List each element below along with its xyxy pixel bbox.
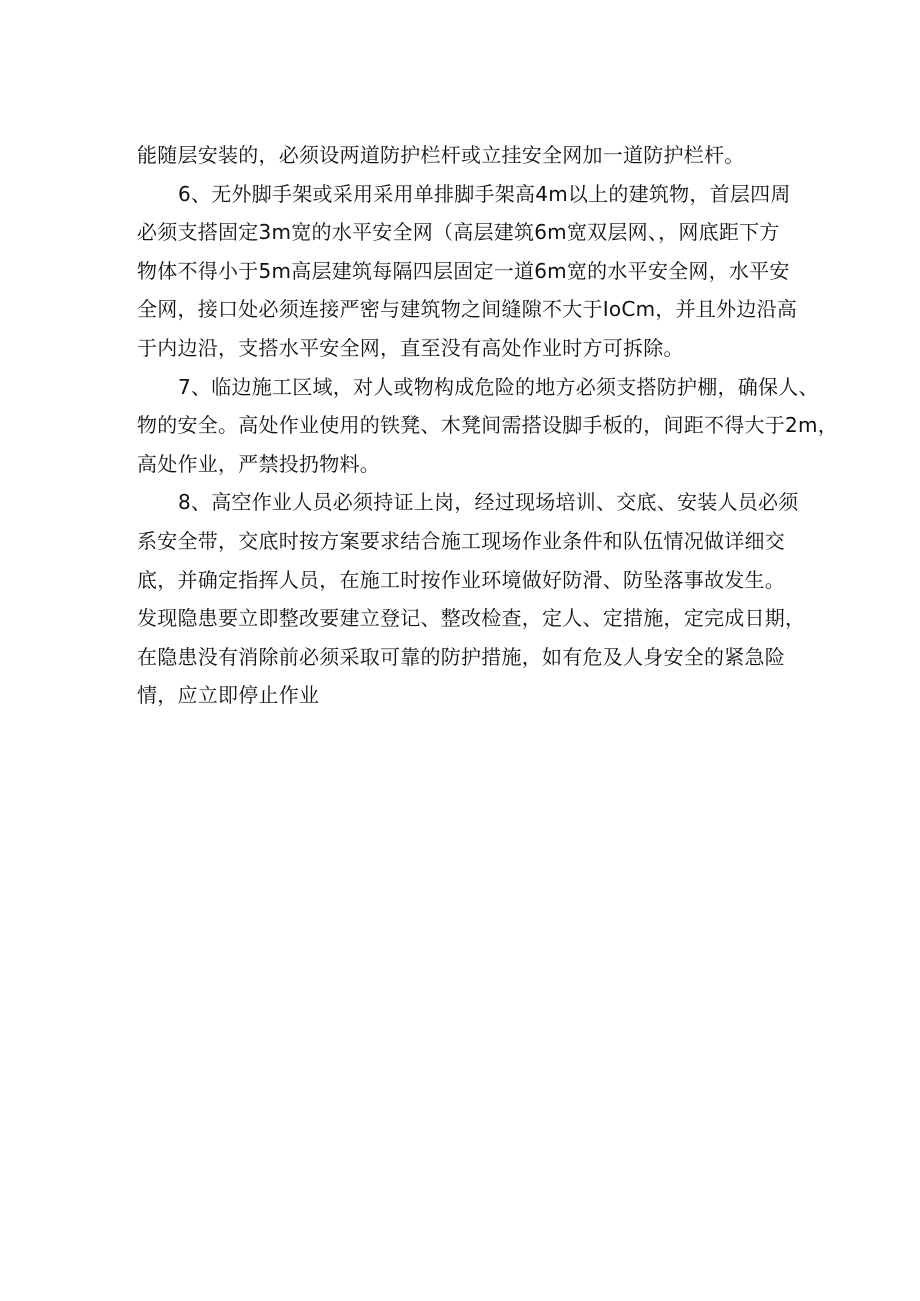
text-line: 高处作业，严禁投扔物料。 [137,451,380,476]
text-line: 系安全带，交底时按方案要求结合施工现场作业条件和队伍情况做详细交 [137,528,785,553]
text-line: 于内边沿，支搭水平安全网，直至没有高处作业时方可拆除。 [137,335,684,360]
text-line: 发现隐患要立即整改要建立登记、整改检查，定人、定措施，定完成日期， [137,606,806,631]
text-line: 底，并确定指挥人员，在施工时按作业环境做好防滑、防坠落事故发生。 [137,567,785,592]
text-line: 物的安全。高处作业使用的铁凳、木凳间需搭设脚手板的，间距不得大于2m， [137,413,838,438]
paragraph-7-first-line: 7、临边施工区域，对人或物构成危险的地方必须支搭防护棚，确保人、 [178,374,819,399]
paragraph-8-first-line: 8、高空作业人员必须持证上岗，经过现场培训、交底、安装人员必须 [178,490,799,515]
text-line: 能随层安装的，必须设两道防护栏杆或立挂安全网加一道防护栏杆。 [137,143,745,167]
paragraph-6-first-line: 6、无外脚手架或采用采用单排脚手架高4m以上的建筑物，首层四周 [178,181,791,206]
document-body [137,136,838,715]
text-line: 必须支搭固定3m宽的水平安全网（高层建筑6m宽双层网、，网底距下方 [137,220,780,245]
text-line: 全网，接口处必须连接严密与建筑物之间缝隙不大于IoCm，并且外边沿高 [137,297,798,322]
text-line: 情，应立即停止作业 [137,683,320,708]
text-line: 物体不得小于5m高层建筑每隔四层固定一道6m宽的水平安全网，水平安 [137,258,790,283]
text-line: 在隐患没有消除前必须采取可靠的防护措施，如有危及人身安全的紧急险 [137,644,785,669]
